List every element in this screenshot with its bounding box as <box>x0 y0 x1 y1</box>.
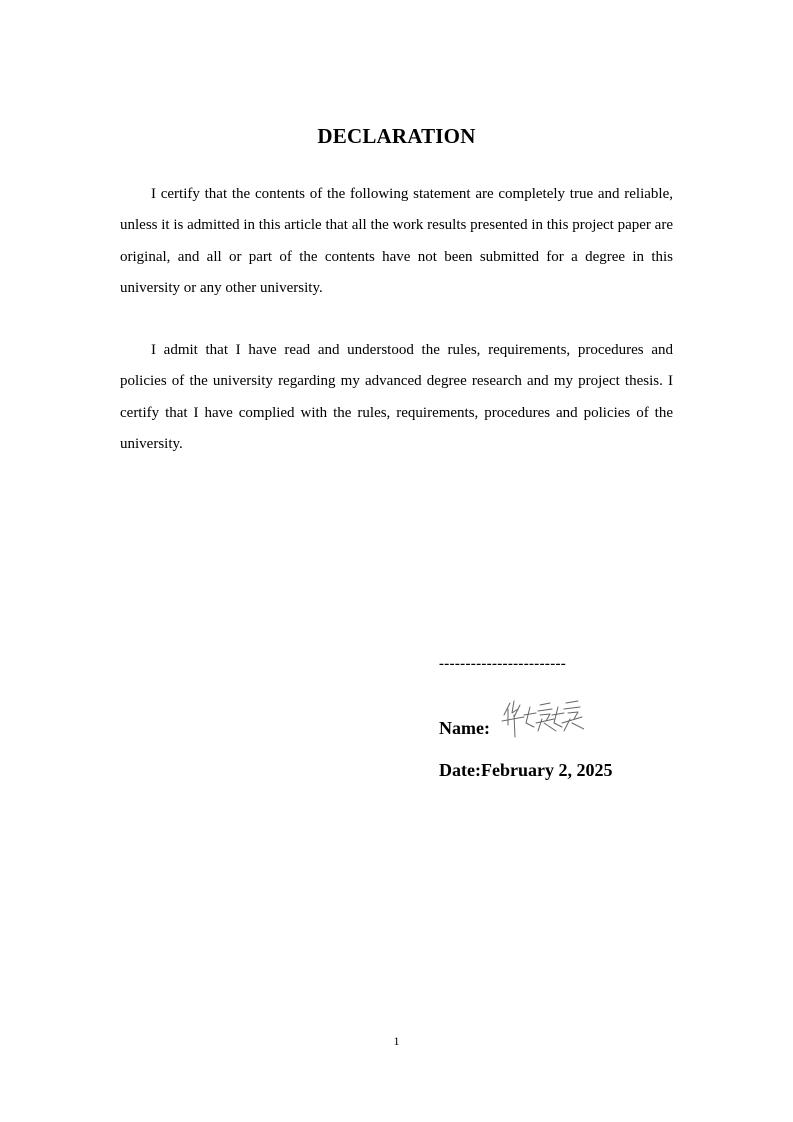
page-title: DECLARATION <box>317 124 476 148</box>
date-field <box>439 760 612 781</box>
date-label: Date: <box>439 760 481 780</box>
date-value: February 2, 2025 <box>480 760 613 780</box>
name-field <box>439 718 490 739</box>
name-label: Name: <box>439 718 490 738</box>
certify-paragraph: I certify that the contents of the following statement are completely true and reliable, unless it is admitted in this article that all the work results presented in this project paper are original, and all or part of the contents have not been submitted for a degree in this university or any other university. <box>120 186 673 296</box>
signature-line: ------------------------ <box>439 656 567 672</box>
handwritten-signature <box>500 695 584 741</box>
admit-paragraph: I admit that I have read and understood the rules, requirements, procedures and policies of the university regarding my advanced degree research and my project thesis. I certify that I have complied with the rules, requirements, procedures and policies of the university. <box>120 342 673 452</box>
page-number: 1 <box>393 1034 400 1048</box>
